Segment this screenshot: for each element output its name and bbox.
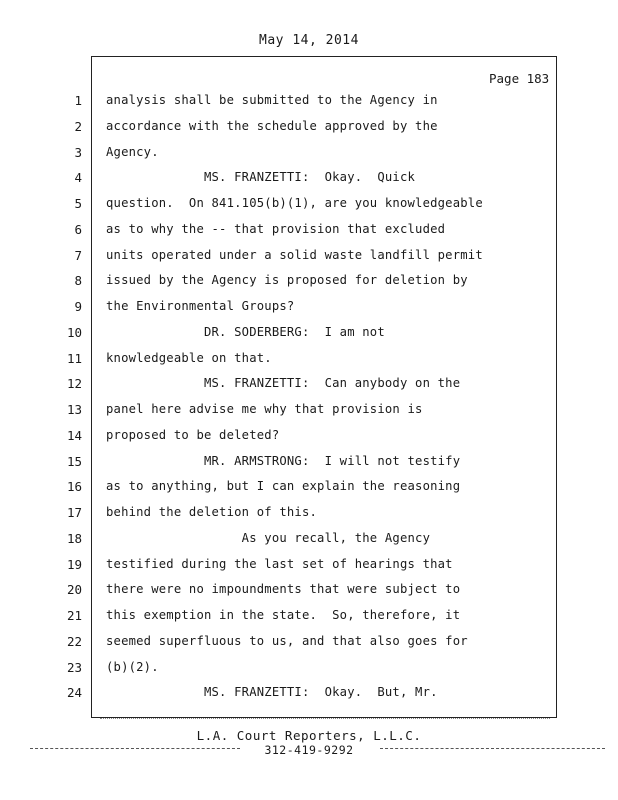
transcript-line: Agency. <box>106 144 159 159</box>
transcript-line: MS. FRANZETTI: Okay. Quick <box>106 170 416 185</box>
transcript-line: there were no impoundments that were subject to <box>106 582 461 597</box>
line-number: 2 <box>74 118 82 134</box>
line-number: 24 <box>66 685 82 701</box>
transcript-line: behind the deletion of this. <box>106 505 318 519</box>
transcript-line: question. On 841.105(b)(1), are you knowledgeable <box>106 196 483 210</box>
line-number: 6 <box>74 221 82 237</box>
line-number: 12 <box>66 376 82 392</box>
transcript-line: knowledgeable on that. <box>106 350 272 365</box>
transcript-line: As you recall, the Agency <box>106 530 431 545</box>
transcript-line: units operated under a solid waste landfill permit <box>106 247 483 262</box>
line-number: 4 <box>74 170 82 186</box>
transcript-line: panel here advise me why that provision is <box>106 402 423 416</box>
line-number: 19 <box>66 556 82 572</box>
line-number: 8 <box>74 273 82 289</box>
transcript-date: May 14, 2014 <box>259 33 359 48</box>
line-number: 11 <box>66 350 82 366</box>
transcript-line: (b)(2). <box>106 659 159 674</box>
line-number: 22 <box>66 633 82 649</box>
transcript-line: testified during the last set of hearings that <box>106 556 453 571</box>
transcript-line: accordance with the schedule approved by the <box>106 118 438 133</box>
line-number: 7 <box>74 247 82 263</box>
line-number: 1 <box>74 93 82 108</box>
page-number: Page 183 <box>489 71 550 86</box>
transcript-line: MR. ARMSTRONG: I will not testify <box>106 453 461 468</box>
line-number: 15 <box>66 453 82 469</box>
line-number: 5 <box>74 196 82 211</box>
transcript-line: as to anything, but I can explain the reasoning <box>106 479 461 494</box>
transcript-line: this exemption in the state. So, therefore, it <box>106 608 461 622</box>
transcript-line: MS. FRANZETTI: Can anybody on the <box>106 376 461 391</box>
court-reporter-name: L.A. Court Reporters, L.L.C. <box>196 728 422 743</box>
transcript-line: seemed superfluous to us, and that also goes for <box>106 633 468 648</box>
transcript-line: proposed to be deleted? <box>106 427 280 442</box>
line-number: 21 <box>66 608 82 623</box>
line-number: 20 <box>66 582 82 598</box>
line-number-column <box>60 88 82 706</box>
frame-bottom-dots <box>100 718 550 719</box>
line-number: 14 <box>66 427 82 443</box>
transcript-body <box>106 88 551 706</box>
line-number: 13 <box>66 402 82 417</box>
line-number: 9 <box>74 299 82 314</box>
line-number: 3 <box>74 144 82 160</box>
line-number: 23 <box>66 659 82 675</box>
transcript-line: the Environmental Groups? <box>106 299 295 313</box>
line-number: 10 <box>66 324 82 340</box>
court-reporter-phone: 312-419-9292 <box>264 743 354 757</box>
transcript-line: DR. SODERBERG: I am not <box>106 324 385 339</box>
transcript-line: analysis shall be submitted to the Agency in <box>106 93 438 107</box>
line-number: 16 <box>66 479 82 495</box>
line-number: 17 <box>66 505 82 520</box>
footer-rule-right <box>380 748 605 749</box>
line-number: 18 <box>66 530 82 546</box>
transcript-line: as to why the -- that provision that excluded <box>106 221 446 236</box>
transcript-line: issued by the Agency is proposed for deletion by <box>106 273 468 288</box>
transcript-line: MS. FRANZETTI: Okay. But, Mr. <box>106 685 438 700</box>
